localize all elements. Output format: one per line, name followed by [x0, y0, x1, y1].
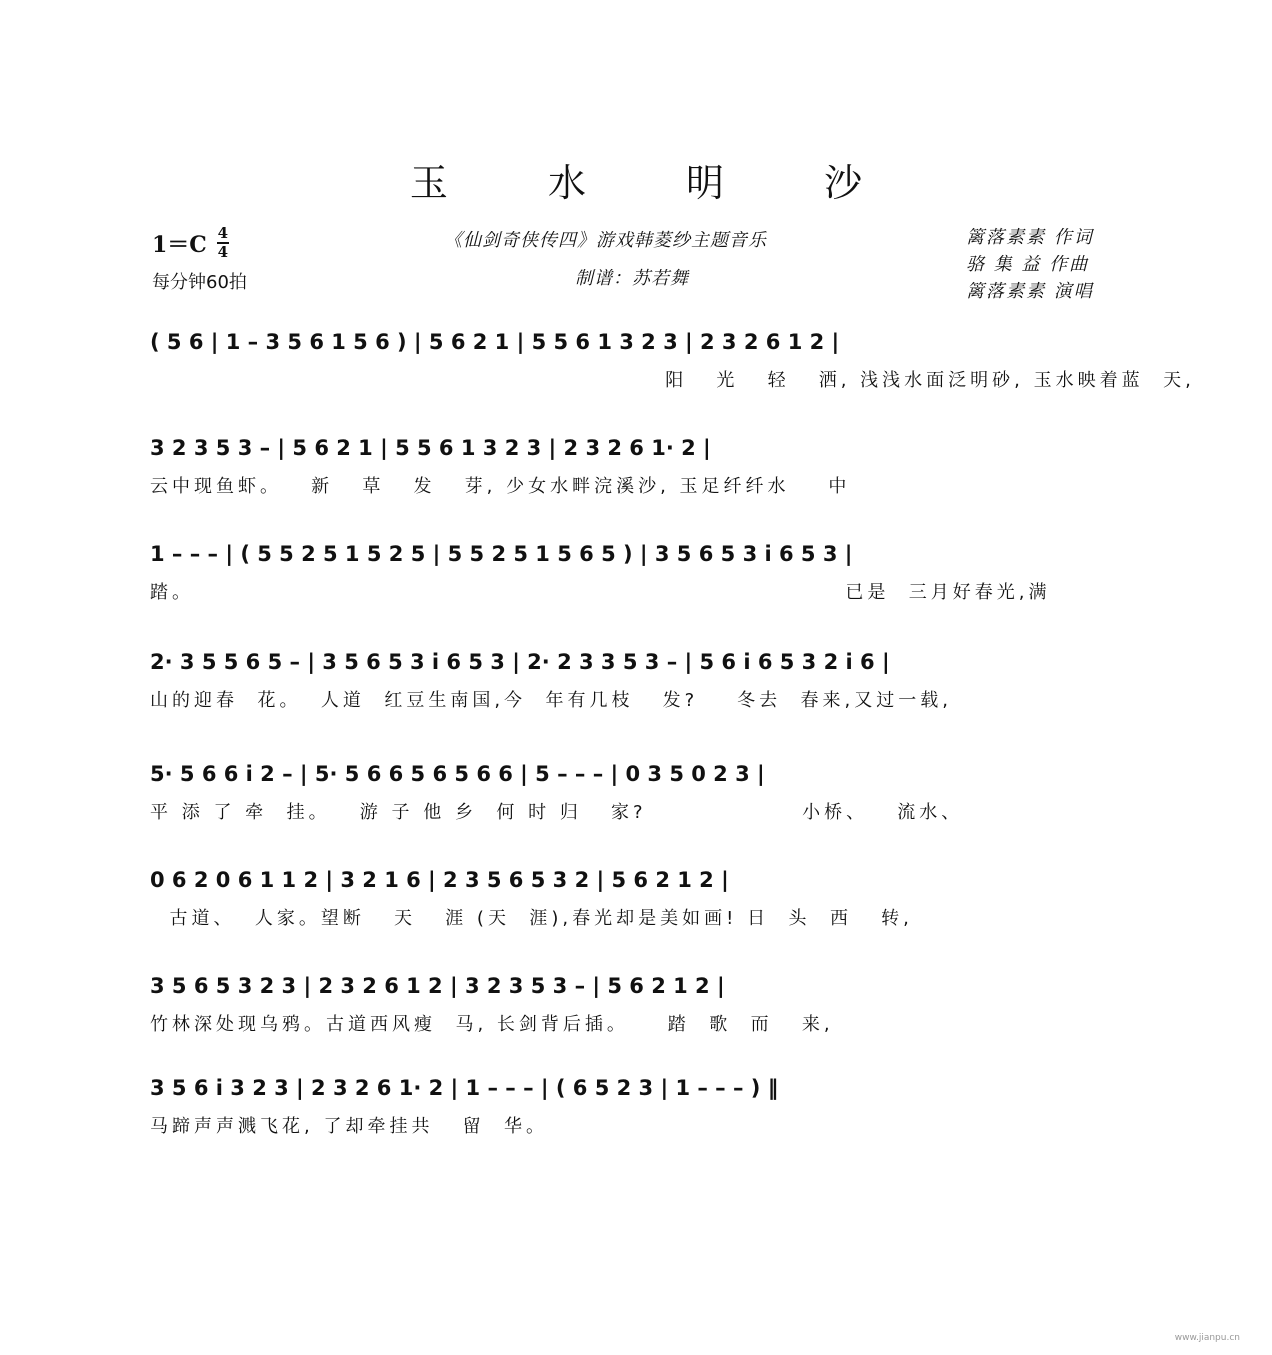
- time-bottom: 4: [217, 243, 229, 261]
- credit-lyricist: 篱落素素 作词: [966, 227, 1094, 248]
- transcriber: 制谱：苏若舞: [575, 268, 689, 289]
- notation-line: 5· 5 6 6 i 2 – | 5· 5 6 6 5 6 5 6 6 | 5 – – – | 0 3 5 0 2 3 |: [150, 762, 765, 786]
- lyrics-line: 踏。 已是 三月好春光,满: [150, 582, 1051, 603]
- notation-line: ( 5 6 | 1 – 3 5 6 1 5 6 ) | 5 6 2 1 | 5 5 6 1 3 2 3 | 2 3 2 6 1 2 |: [150, 330, 840, 354]
- time-signature: [217, 226, 229, 260]
- notation-line: 3 5 6 5 3 2 3 | 2 3 2 6 1 2 | 3 2 3 5 3 – | 5 6 2 1 2 |: [150, 974, 725, 998]
- tempo-label: 每分钟60拍: [152, 272, 247, 293]
- notation-line: 1 – – – | ( 5 5 2 5 1 5 2 5 | 5 5 2 5 1 5 6 5 ) | 3 5 6 5 3 i 6 5 3 |: [150, 542, 853, 566]
- subtitle: 《仙剑奇侠传四》游戏韩菱纱主题音乐: [444, 230, 767, 251]
- lyrics-line: 竹林深处现乌鸦。古道西风瘦 马, 长剑背后插。 踏 歌 而 来,: [150, 1014, 834, 1035]
- lyrics-line: 云中现鱼虾。 新 草 发 芽, 少女水畔浣溪沙, 玉足纤纤水 中: [150, 476, 851, 497]
- lyrics-line: 马蹄声声溅飞花, 了却牵挂共 留 华。: [150, 1116, 549, 1137]
- watermark-text: www.jianpu.cn: [1174, 1333, 1240, 1343]
- key-label: 1＝C: [152, 231, 207, 258]
- notation-line: 3 5 6 i 3 2 3 | 2 3 2 6 1· 2 | 1 – – – | ( 6 5 2 3 | 1 – – – ) ‖: [150, 1076, 779, 1100]
- lyrics-line: 山的迎春 花。 人道 红豆生南国,今 年有几枝 发? 冬去 春来,又过一载,: [150, 690, 952, 711]
- page-title: 玉 水 明 沙: [409, 161, 907, 205]
- lyrics-line: 古道、 人家。望断 天 涯 (天 涯),春光却是美如画! 日 头 西 转,: [150, 908, 913, 929]
- lyrics-line: 阳 光 轻 洒, 浅浅水面泛明砂, 玉水映着蓝 天,: [150, 370, 1195, 391]
- lyrics-line: 平 添 了 牵 挂。 游 子 他 乡 何 时 归 家? 小桥、 流水、: [150, 802, 964, 823]
- credit-composer: 骆 集 益 作曲: [966, 254, 1090, 275]
- notation-line: 3 2 3 5 3 – | 5 6 2 1 | 5 5 6 1 3 2 3 | 2 3 2 6 1· 2 |: [150, 436, 711, 460]
- credits: [966, 224, 1094, 305]
- credit-singer: 篱落素素 演唱: [966, 281, 1094, 302]
- notation-line: 2· 3 5 5 6 5 – | 3 5 6 5 3 i 6 5 3 | 2· 2 3 3 5 3 – | 5 6 i 6 5 3 2 i 6 |: [150, 650, 890, 674]
- key-signature: [152, 226, 229, 260]
- notation-line: 0 6 2 0 6 1 1 2 | 3 2 1 6 | 2 3 5 6 5 3 2 | 5 6 2 1 2 |: [150, 868, 729, 892]
- time-top: 4: [217, 224, 229, 242]
